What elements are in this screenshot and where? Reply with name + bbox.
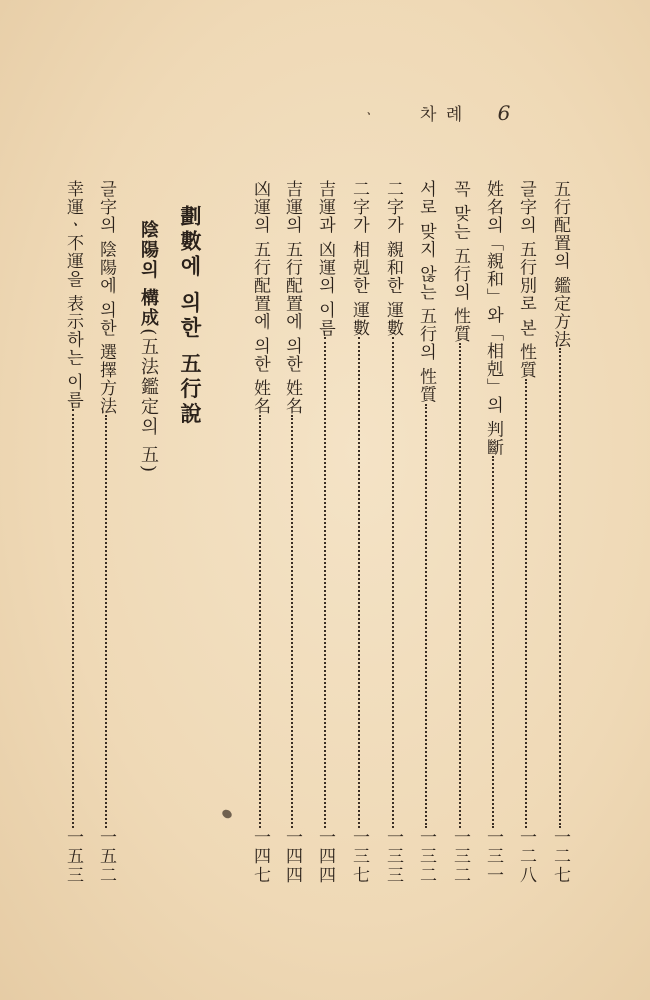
toc-entry-title: 吉運과 凶運의 이름 (315, 180, 335, 337)
toc-entry (95, 180, 117, 885)
toc-entry (249, 180, 271, 885)
toc-entry-page: 一四四 (282, 828, 302, 885)
toc-entry-title: 二字가 親和한 運數 (383, 180, 403, 337)
toc-entry-page: 一四四 (315, 828, 335, 885)
toc-entry (348, 180, 370, 885)
section-title: 陰陽의 構成 (138, 220, 159, 329)
header-mark: ㆍ (362, 107, 376, 123)
dot-leader (324, 337, 326, 828)
toc-entry (62, 180, 84, 885)
section-subtitle: (五法鑑定의 五) (138, 328, 159, 475)
toc-entry (314, 180, 336, 885)
dot-leader (459, 343, 461, 828)
dot-leader (72, 409, 74, 828)
dot-leader (259, 415, 261, 828)
toc-entry (415, 180, 437, 885)
dot-leader (525, 379, 527, 828)
toc-entry (281, 180, 303, 885)
page-number: 6 (497, 101, 513, 125)
toc-entry-title: 姓名의「親和」와「相剋」의 判斷 (483, 180, 503, 457)
header-title: 차 례 (420, 105, 465, 125)
dot-leader (425, 404, 427, 828)
page-header (420, 100, 512, 125)
toc-entry-title: 글字의 陰陽에 의한 選擇方法 (96, 180, 116, 416)
dot-leader (492, 456, 494, 828)
toc-entry-page: 一三三 (383, 828, 403, 885)
toc-entry (482, 180, 504, 885)
toc-entry-page: 一四七 (250, 828, 270, 885)
toc-entry-title: 吉運의 五行配置에 의한 姓名 (282, 180, 302, 416)
toc-entry-title: 글字의 五行別로 본 性質 (516, 180, 536, 380)
toc-entry-title: 凶運의 五行配置에 의한 姓名 (250, 180, 270, 416)
toc-entry-title: 五行配置의 鑑定方法 (550, 180, 570, 349)
toc-entry-title: 서로 맞지 않는 五行의 性質 (416, 180, 436, 404)
toc-entry-page: 一二八 (516, 828, 536, 885)
toc-entry-page: 一三一 (483, 828, 503, 885)
dot-leader (392, 337, 394, 828)
toc-entry-title: 幸運ㆍ不運을 表示하는 이름 (63, 180, 83, 409)
toc-entry-page: 一五二 (96, 828, 116, 885)
toc-entry (449, 180, 471, 885)
toc-entry (549, 180, 571, 885)
toc-entry-title: 꼭 맞는 五行의 性質 (450, 180, 470, 344)
toc-entry-page: 一三七 (349, 828, 369, 885)
dot-leader (105, 415, 107, 828)
toc-entry (382, 180, 404, 885)
toc-entry-page: 一五三 (63, 828, 83, 885)
ink-smudge (221, 808, 234, 820)
section-heading (135, 220, 161, 474)
toc-entry-page: 一三二 (450, 828, 470, 885)
dot-leader (358, 337, 360, 828)
toc-entry (515, 180, 537, 885)
toc-entry-title: 二字가 相剋한 運數 (349, 180, 369, 337)
toc-entry-page: 一二七 (550, 828, 570, 885)
dot-leader (559, 348, 561, 828)
dot-leader (291, 415, 293, 828)
chapter-heading: 劃數에 의한 五行說 (178, 205, 203, 428)
toc-entry-page: 一三二 (416, 828, 436, 885)
